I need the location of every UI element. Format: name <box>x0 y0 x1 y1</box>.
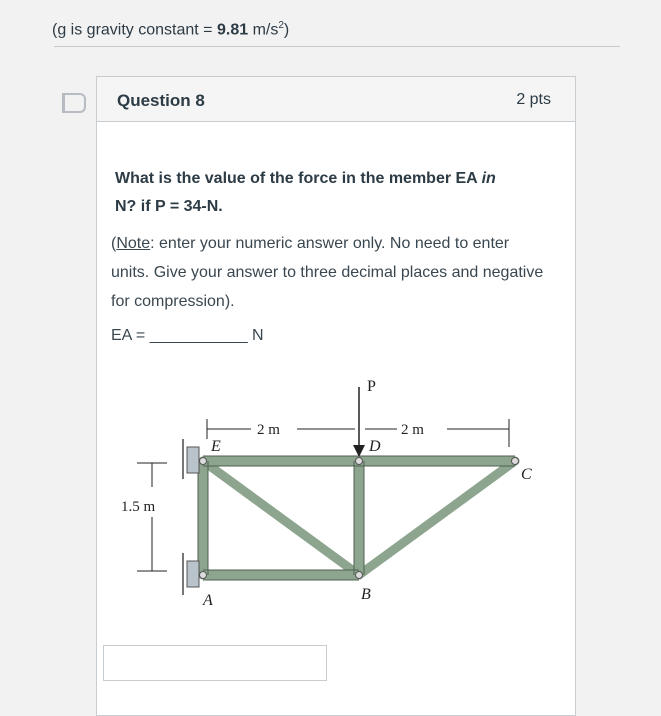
height-label: 1.5 m <box>121 499 156 515</box>
question-header <box>97 77 575 122</box>
note-rest: : enter your numeric answer only. No need to enter units. Give your answer to three decimal places and negative for compression). <box>111 235 544 310</box>
joint-D <box>356 458 363 465</box>
dim-right-label: 2 m <box>401 422 424 438</box>
dim-left-label: 2 m <box>257 422 280 438</box>
load-arrowhead <box>353 445 365 457</box>
support-E <box>187 447 199 473</box>
question-card <box>96 76 576 716</box>
node-A-label: A <box>203 592 213 609</box>
joint-C <box>512 458 519 465</box>
answer-equation <box>111 327 264 345</box>
question-title: Question 8 <box>117 91 205 110</box>
question-note <box>111 229 551 316</box>
gravity-value: 9.81 <box>216 21 249 39</box>
member-BC <box>359 461 515 575</box>
question-points: 2 pts <box>516 91 551 108</box>
answer-input[interactable] <box>103 645 327 681</box>
truss-diagram <box>97 367 577 627</box>
joint-B <box>356 572 363 579</box>
gravity-suffix: ) <box>283 21 290 39</box>
gravity-unit: m/s <box>252 21 279 39</box>
gravity-exponent: 2 <box>278 20 284 31</box>
eq-label: EA = <box>111 327 150 344</box>
node-B-label: B <box>361 586 371 603</box>
joint-A <box>200 572 207 579</box>
gravity-constant-note <box>52 20 289 39</box>
joint-E <box>200 458 207 465</box>
node-D-label: D <box>369 438 381 455</box>
eq-blank: ___________ <box>149 327 248 344</box>
support-A <box>187 561 199 587</box>
flag-icon[interactable] <box>64 93 86 113</box>
load-label: P <box>367 378 376 395</box>
question-text-italic: in <box>481 170 496 187</box>
node-C-label: C <box>521 466 532 483</box>
member-EB <box>203 461 359 575</box>
question-text-main: What is the value of the force in the member EA <box>115 170 482 187</box>
gravity-prefix: (g is gravity constant = <box>52 21 217 39</box>
node-E-label: E <box>211 438 221 455</box>
eq-unit: N <box>247 327 264 344</box>
note-word: Note <box>116 235 151 252</box>
question-text-rest: N? if P = 34-N. <box>115 198 223 215</box>
note-open: ( <box>111 235 117 252</box>
question-text <box>115 165 545 221</box>
section-divider <box>54 46 620 47</box>
